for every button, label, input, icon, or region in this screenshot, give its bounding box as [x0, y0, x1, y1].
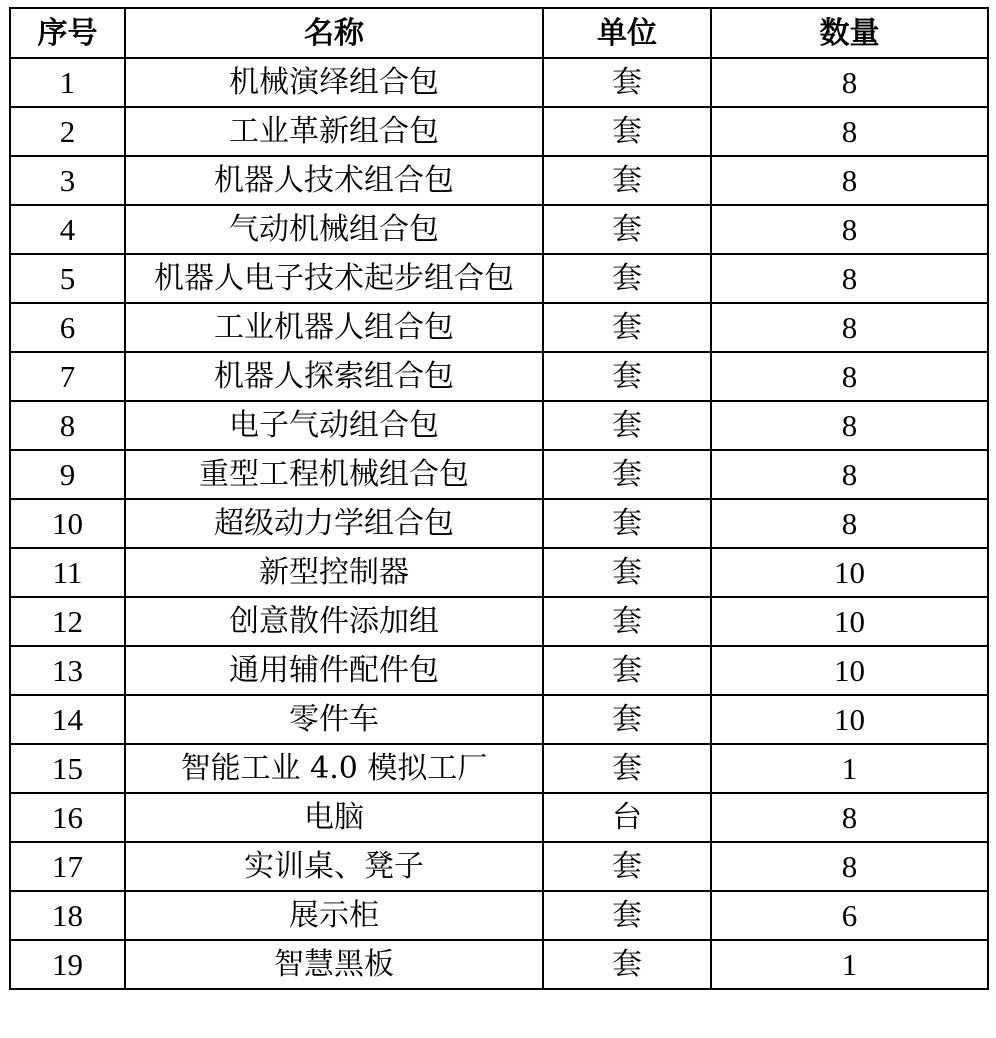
cell-qty: 8 [711, 842, 988, 891]
cell-qty: 8 [711, 450, 988, 499]
cell-no: 8 [10, 401, 125, 450]
cell-no: 2 [10, 107, 125, 156]
cell-no: 4 [10, 205, 125, 254]
table-row [10, 646, 988, 695]
cell-name: 电脑 [125, 793, 543, 842]
cell-name: 智能工业 4.0 模拟工厂 [125, 744, 543, 793]
cell-no: 5 [10, 254, 125, 303]
cell-qty: 8 [711, 205, 988, 254]
cell-qty: 10 [711, 646, 988, 695]
table-row [10, 156, 988, 205]
cell-name: 超级动力学组合包 [125, 499, 543, 548]
equipment-table [9, 7, 989, 990]
header-unit: 单位 [543, 8, 711, 58]
cell-qty: 1 [711, 940, 988, 989]
cell-name: 通用辅件配件包 [125, 646, 543, 695]
cell-qty: 8 [711, 303, 988, 352]
cell-no: 18 [10, 891, 125, 940]
table-row [10, 842, 988, 891]
cell-unit: 套 [543, 891, 711, 940]
table-row [10, 450, 988, 499]
cell-name: 重型工程机械组合包 [125, 450, 543, 499]
cell-no: 17 [10, 842, 125, 891]
table-row [10, 891, 988, 940]
header-name: 名称 [125, 8, 543, 58]
cell-name: 新型控制器 [125, 548, 543, 597]
cell-unit: 套 [543, 499, 711, 548]
cell-name: 电子气动组合包 [125, 401, 543, 450]
table-row [10, 205, 988, 254]
cell-name: 气动机械组合包 [125, 205, 543, 254]
table-row [10, 548, 988, 597]
cell-no: 6 [10, 303, 125, 352]
cell-unit: 套 [543, 695, 711, 744]
cell-name: 工业革新组合包 [125, 107, 543, 156]
cell-qty: 8 [711, 793, 988, 842]
table-row [10, 352, 988, 401]
cell-no: 7 [10, 352, 125, 401]
cell-name: 零件车 [125, 695, 543, 744]
cell-qty: 6 [711, 891, 988, 940]
cell-qty: 10 [711, 695, 988, 744]
table-body [10, 58, 988, 989]
cell-qty: 8 [711, 401, 988, 450]
table-row [10, 744, 988, 793]
table-row [10, 597, 988, 646]
cell-qty: 8 [711, 352, 988, 401]
cell-name: 展示柜 [125, 891, 543, 940]
cell-unit: 套 [543, 352, 711, 401]
cell-qty: 8 [711, 58, 988, 107]
cell-no: 16 [10, 793, 125, 842]
cell-name: 智慧黑板 [125, 940, 543, 989]
cell-no: 13 [10, 646, 125, 695]
cell-name: 机械演绎组合包 [125, 58, 543, 107]
cell-no: 11 [10, 548, 125, 597]
cell-name: 机器人探索组合包 [125, 352, 543, 401]
cell-no: 9 [10, 450, 125, 499]
cell-unit: 套 [543, 401, 711, 450]
cell-no: 10 [10, 499, 125, 548]
cell-unit: 套 [543, 744, 711, 793]
cell-no: 1 [10, 58, 125, 107]
table-row [10, 58, 988, 107]
table-row [10, 254, 988, 303]
header-qty: 数量 [711, 8, 988, 58]
cell-qty: 1 [711, 744, 988, 793]
cell-unit: 套 [543, 940, 711, 989]
cell-qty: 8 [711, 499, 988, 548]
table-row [10, 401, 988, 450]
table-row [10, 940, 988, 989]
cell-name: 机器人技术组合包 [125, 156, 543, 205]
cell-qty: 8 [711, 156, 988, 205]
cell-qty: 8 [711, 107, 988, 156]
cell-unit: 套 [543, 58, 711, 107]
cell-no: 14 [10, 695, 125, 744]
cell-name: 工业机器人组合包 [125, 303, 543, 352]
cell-unit: 套 [543, 156, 711, 205]
cell-unit: 套 [543, 450, 711, 499]
cell-name: 实训桌、凳子 [125, 842, 543, 891]
cell-no: 3 [10, 156, 125, 205]
cell-no: 19 [10, 940, 125, 989]
cell-no: 15 [10, 744, 125, 793]
cell-qty: 10 [711, 548, 988, 597]
table-row [10, 107, 988, 156]
cell-no: 12 [10, 597, 125, 646]
cell-qty: 8 [711, 254, 988, 303]
cell-unit: 套 [543, 254, 711, 303]
table-row [10, 499, 988, 548]
table-row [10, 303, 988, 352]
cell-unit: 套 [543, 548, 711, 597]
table-row [10, 695, 988, 744]
cell-unit: 套 [543, 107, 711, 156]
cell-unit: 套 [543, 597, 711, 646]
table-row [10, 793, 988, 842]
cell-unit: 台 [543, 793, 711, 842]
cell-name: 创意散件添加组 [125, 597, 543, 646]
cell-unit: 套 [543, 205, 711, 254]
cell-unit: 套 [543, 842, 711, 891]
cell-unit: 套 [543, 646, 711, 695]
cell-unit: 套 [543, 303, 711, 352]
table-header-row [10, 8, 988, 58]
cell-name: 机器人电子技术起步组合包 [125, 254, 543, 303]
header-no: 序号 [10, 8, 125, 58]
cell-qty: 10 [711, 597, 988, 646]
